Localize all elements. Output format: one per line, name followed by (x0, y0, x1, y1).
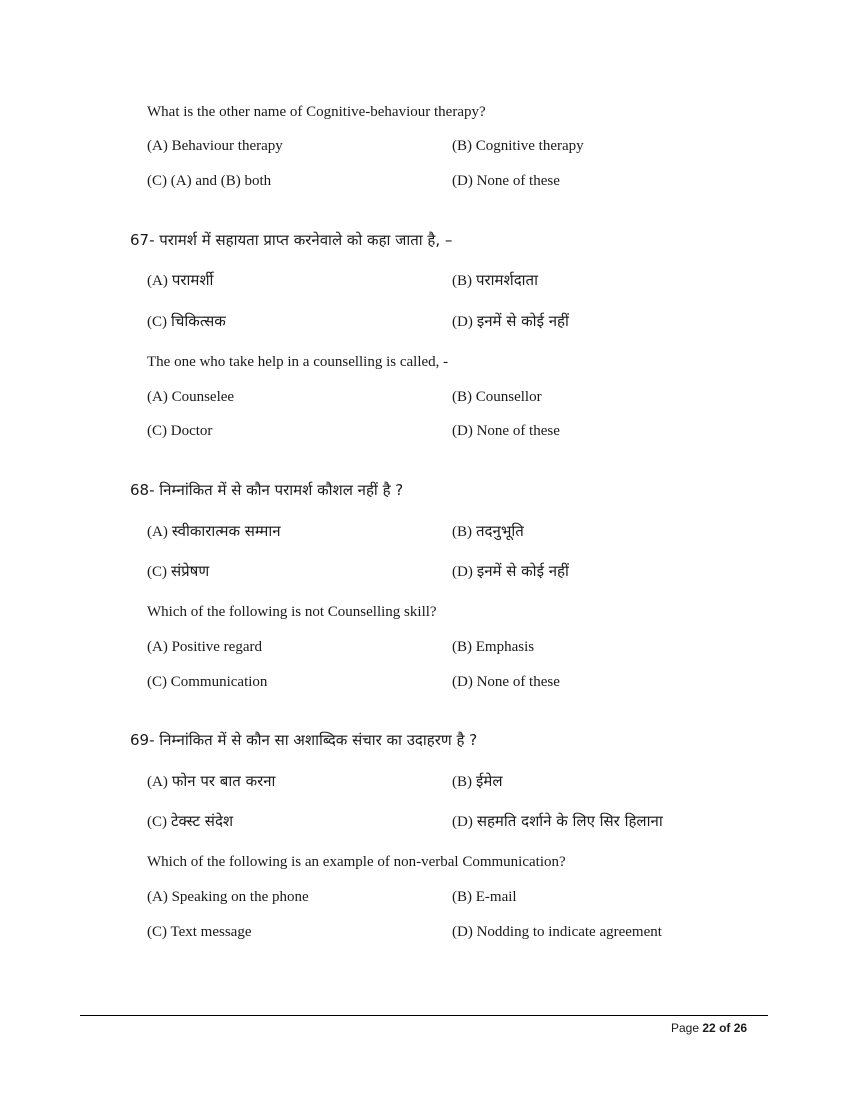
option-text: इनमें से कोई नहीं (476, 312, 569, 330)
q69-hi-question: 69- निम्नांकित में से कौन सा अशाब्दिक संचार का उदाहरण है ? (130, 731, 478, 749)
q67-en-option-a: (A) Counselee (147, 389, 235, 405)
option-text: चिकित्सक (171, 312, 226, 330)
q67-en-option-c: (C) Doctor (147, 423, 213, 439)
option-label: (D) (452, 314, 473, 330)
q69-en-question: Which of the following is an example of non-verbal Communication? (147, 854, 566, 870)
option-text: टेक्स्ट संदेश (171, 812, 234, 830)
option-label: (C) (147, 564, 167, 580)
q69-en-option-b: (B) E-mail (452, 889, 517, 905)
option-label: (A) (147, 273, 168, 289)
q69-en-option-a: (A) Speaking on the phone (147, 889, 309, 905)
q68-hi-option-a (147, 524, 281, 540)
option-text: सहमति दर्शाने के लिए सिर हिलाना (476, 812, 663, 830)
footer-current-page: 22 (702, 1021, 716, 1035)
option-text: स्वीकारात्मक सम्मान (171, 522, 281, 540)
q68-hi-option-d (452, 564, 569, 580)
q67-hi-option-b (452, 273, 538, 289)
q67-hi-option-a (147, 273, 213, 289)
q66-en-question: What is the other name of Cognitive-behaviour therapy? (147, 104, 486, 120)
option-text: ईमेल (476, 772, 503, 790)
option-text: इनमें से कोई नहीं (476, 562, 569, 580)
q68-en-option-c: (C) Communication (147, 674, 268, 690)
option-label: (B) (452, 273, 472, 289)
option-label: (A) (147, 524, 168, 540)
q67-hi-option-c (147, 314, 226, 330)
footer-divider (80, 1015, 768, 1016)
option-label: (C) (147, 814, 167, 830)
q69-en-option-c: (C) Text message (147, 924, 252, 940)
footer-total-pages: 26 (733, 1021, 748, 1035)
q66-en-option-c: (C) (A) and (B) both (147, 173, 272, 189)
q68-hi-option-c (147, 564, 209, 580)
option-text: परामर्शी (171, 271, 214, 289)
page-footer (671, 1021, 747, 1035)
option-text: संप्रेषण (171, 562, 210, 580)
option-label: (D) (452, 814, 473, 830)
q69-hi-option-a (147, 774, 275, 790)
q67-en-question: The one who take help in a counselling is called, - (147, 354, 449, 370)
q68-en-option-a: (A) Positive regard (147, 639, 262, 655)
option-label: (B) (452, 774, 472, 790)
q66-en-option-b: (B) Cognitive therapy (452, 138, 584, 154)
option-text: तदनुभूति (476, 522, 524, 540)
option-label: (A) (147, 774, 168, 790)
option-text: परामर्शदाता (476, 271, 538, 289)
q68-en-option-d: (D) None of these (452, 674, 560, 690)
q67-hi-option-d (452, 314, 569, 330)
footer-of-word: of (719, 1021, 731, 1035)
q69-hi-option-d (452, 814, 663, 830)
q67-en-option-b: (B) Counsellor (452, 389, 542, 405)
option-text: फोन पर बात करना (171, 772, 276, 790)
q67-en-option-d: (D) None of these (452, 423, 560, 439)
option-label: (B) (452, 524, 472, 540)
q68-hi-option-b (452, 524, 524, 540)
footer-page-word: Page (671, 1021, 700, 1035)
q69-hi-option-c (147, 814, 233, 830)
q68-en-option-b: (B) Emphasis (452, 639, 535, 655)
q66-en-option-a: (A) Behaviour therapy (147, 138, 283, 154)
q68-en-question: Which of the following is not Counselling skill? (147, 604, 437, 620)
q68-hi-question: 68- निम्नांकित में से कौन परामर्श कौशल नहीं है ? (130, 481, 404, 499)
option-label: (C) (147, 314, 167, 330)
q69-en-option-d: (D) Nodding to indicate agreement (452, 924, 662, 940)
q66-en-option-d: (D) None of these (452, 173, 560, 189)
option-label: (D) (452, 564, 473, 580)
q67-hi-question: 67- परामर्श में सहायता प्राप्त करनेवाले को कहा जाता है, – (130, 231, 453, 249)
q69-hi-option-b (452, 774, 503, 790)
